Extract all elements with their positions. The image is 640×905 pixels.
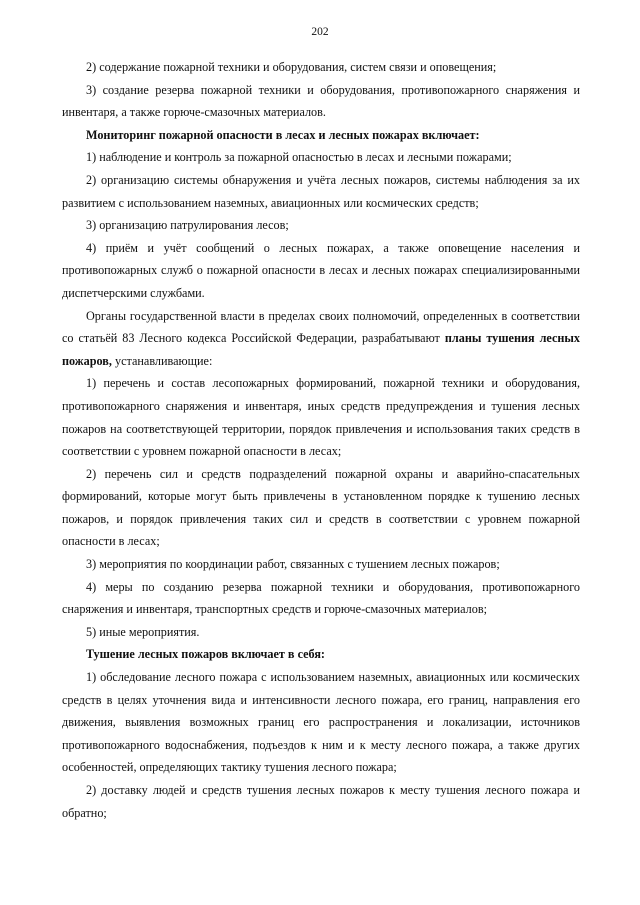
paragraph: 1) наблюдение и контроль за пожарной опасностью в лесах и лесными пожарами; [86, 150, 512, 165]
paragraph: 2) перечень сил и средств подразделений пожарной охраны и аварийно-спасательных формирований, которые могут быть привлечены в установленном порядке к тушению лесных пожаров, и порядок привлечения таких сил и средств в соответствии с уровнем пожарной опасности в лесах; [62, 466, 580, 549]
paragraph: 3) организацию патрулирования лесов; [86, 218, 289, 233]
paragraph: 4) меры по созданию резерва пожарной техники и оборудования, противопожарного снаряжения и инвентаря, транспортных средств и горюче-смазочных материалов; [62, 579, 580, 617]
section-heading: Мониторинг пожарной опасности в лесах и лесных пожарах включает: [86, 127, 480, 142]
paragraph: 5) иные мероприятия. [86, 624, 200, 639]
paragraph: 2) организацию системы обнаружения и учёта лесных пожаров, системы наблюдения за их развитием с использованием наземных, авиационных или космических средств; [62, 172, 580, 210]
paragraph: 2) доставку людей и средств тушения лесных пожаров к месту тушения лесного пожара и обратно; [62, 783, 580, 820]
paragraph: 3) мероприятия по координации работ, связанных с тушением лесных пожаров; [86, 557, 500, 572]
paragraph [62, 305, 580, 373]
paragraph-text: Органы государственной власти в пределах своих полномочий, определенных в соответствии со статьёй 83 Лесного кодекса Российской Федерации, разрабатывают [62, 308, 580, 346]
section-heading: Тушение лесных пожаров включает в себя: [86, 647, 325, 662]
paragraph: 1) обследование лесного пожара с использованием наземных, авиационных или космических средств в целях уточнения вида и интенсивности лесного пожара, его границ, направления его движения, выявления возможных границ его распространения и локализации, источников противопожарного водоснабжения, подъездов к ним и к месту лесного пожара, а также других особенностей, определяющих тактику тушения лесного пожара; [62, 670, 580, 775]
paragraph-text: устанавливающие: [115, 353, 213, 368]
paragraph: 4) приём и учёт сообщений о лесных пожарах, а также оповещение населения и противопожарных служб о пожарной опасности в лесах и лесных пожарах специализированными диспетчерскими службами. [62, 240, 580, 300]
paragraph: 3) создание резерва пожарной техники и оборудования, противопожарного снаряжения и инвентаря, а также горюче-смазочных материалов. [62, 82, 580, 120]
paragraph: 2) содержание пожарной техники и оборудования, систем связи и оповещения; [86, 60, 497, 74]
document-body [62, 56, 580, 824]
bold-term: планы тушения лесных пожаров, [62, 331, 581, 368]
page-number: 202 [311, 26, 329, 38]
paragraph: 1) перечень и состав лесопожарных формирований, пожарной техники и оборудования, противопожарного снаряжения и инвентаря, иных средств предупреждения и тушения лесных пожаров на соответствующей территории, порядок привлечения и использования таких средств в соответствии с уровнем пожарной опасности в лесах; [62, 376, 580, 459]
